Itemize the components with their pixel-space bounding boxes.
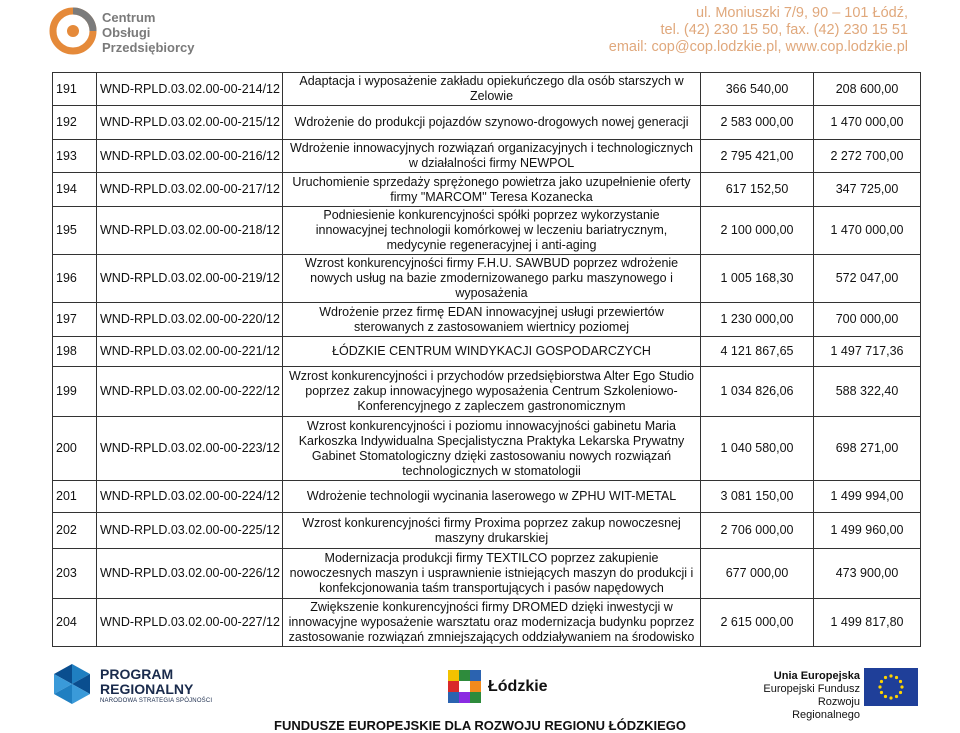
project-title: Wzrost konkurencyjności firmy F.H.U. SAWBUD poprzez wdrożenie nowych usług na bazie zmodernizowanego parku maszynowego i wyposażenia [283, 255, 701, 303]
total-value: 1 034 826,06 [701, 367, 814, 417]
table-row [53, 106, 921, 140]
grant-value: 572 047,00 [814, 255, 921, 303]
table-row [53, 549, 921, 599]
grant-value: 588 322,40 [814, 367, 921, 417]
table-row [53, 367, 921, 417]
table-row [53, 207, 921, 255]
table-row [53, 599, 921, 647]
program-regionalny-logo [52, 662, 232, 712]
application-code: WND-RPLD.03.02.00-00-214/12 [97, 73, 283, 106]
row-number: 203 [53, 549, 97, 599]
eu-star-icon [884, 676, 887, 679]
project-title: Wdrożenie technologii wycinania laserowego w ZPHU WIT-METAL [283, 481, 701, 513]
application-code: WND-RPLD.03.02.00-00-221/12 [97, 337, 283, 367]
program-regionalny-mark-icon [52, 662, 92, 706]
page-footer [0, 656, 960, 733]
total-value: 2 100 000,00 [701, 207, 814, 255]
eu-text [750, 670, 860, 722]
application-code: WND-RPLD.03.02.00-00-227/12 [97, 599, 283, 647]
cop-logo-mark-icon [48, 6, 98, 56]
row-number: 201 [53, 481, 97, 513]
application-code: WND-RPLD.03.02.00-00-226/12 [97, 549, 283, 599]
total-value: 2 795 421,00 [701, 140, 814, 173]
row-number: 194 [53, 173, 97, 207]
total-value: 677 000,00 [701, 549, 814, 599]
application-code: WND-RPLD.03.02.00-00-216/12 [97, 140, 283, 173]
grant-value: 347 725,00 [814, 173, 921, 207]
total-value: 1 040 580,00 [701, 417, 814, 481]
application-code: WND-RPLD.03.02.00-00-217/12 [97, 173, 283, 207]
logo-line-2: Obsługi [102, 25, 151, 40]
strategy-label: NARODOWA STRATEGIA SPÓJNOŚCI [100, 698, 213, 704]
grant-value: 473 900,00 [814, 549, 921, 599]
table-row [53, 73, 921, 106]
project-title: Podniesienie konkurencyjności spółki poprzez wykorzystanie innowacyjnej technologii komórkowej w leczeniu bariatrycznym, medycynie regeneracyjnej i anti-aging [283, 207, 701, 255]
total-value: 1 230 000,00 [701, 303, 814, 337]
project-title: Wzrost konkurencyjności firmy Proxima poprzez zakup nowoczesnej maszyny drukarskiej [283, 513, 701, 549]
page-header [0, 0, 960, 66]
project-title: Wdrożenie innowacyjnych rozwiązań organizacyjnych i technologicznych w działalności firmy NEWPOL [283, 140, 701, 173]
row-number: 191 [53, 73, 97, 106]
application-code: WND-RPLD.03.02.00-00-223/12 [97, 417, 283, 481]
grant-value: 700 000,00 [814, 303, 921, 337]
grant-value: 2 272 700,00 [814, 140, 921, 173]
total-value: 617 152,50 [701, 173, 814, 207]
eu-star-icon [878, 685, 881, 688]
row-number: 198 [53, 337, 97, 367]
eu-star-icon [889, 674, 892, 677]
row-number: 202 [53, 513, 97, 549]
row-number: 199 [53, 367, 97, 417]
project-title: ŁÓDZKIE CENTRUM WINDYKACJI GOSPODARCZYCH [283, 337, 701, 367]
eu-line-2: Europejski Fundusz [763, 683, 860, 695]
row-number: 204 [53, 599, 97, 647]
eu-star-icon [880, 680, 883, 683]
project-title: Uruchomienie sprzedaży sprężonego powietrza jako uzupełnienie oferty firmy "MARCOM" Teresa Kozanecka [283, 173, 701, 207]
application-code: WND-RPLD.03.02.00-00-219/12 [97, 255, 283, 303]
eu-star-icon [895, 676, 898, 679]
table-row [53, 140, 921, 173]
project-title: Adaptacja i wyposażenie zakładu opiekuńczego dla osób starszych w Zelowie [283, 73, 701, 106]
total-value: 1 005 168,30 [701, 255, 814, 303]
application-code: WND-RPLD.03.02.00-00-215/12 [97, 106, 283, 140]
total-value: 2 583 000,00 [701, 106, 814, 140]
grants-table-body [53, 73, 921, 647]
total-value: 2 706 000,00 [701, 513, 814, 549]
grant-value: 1 499 994,00 [814, 481, 921, 513]
logo-line-1: Centrum [102, 10, 156, 25]
regionalny-label: REGIONALNY [100, 681, 194, 697]
total-value: 4 121 867,65 [701, 337, 814, 367]
project-title: Modernizacja produkcji firmy TEXTILCO poprzez zakupienie nowoczesnych maszyn i usprawnienie istniejących maszyn do produkcji i konfekcjonowania taśm transportujących i pasów napędowych [283, 549, 701, 599]
table-row [53, 337, 921, 367]
contact-address [609, 5, 908, 56]
cop-logo-text [102, 10, 195, 55]
application-code: WND-RPLD.03.02.00-00-224/12 [97, 481, 283, 513]
eu-star-icon [895, 695, 898, 698]
eu-line-1: Unia Europejska [773, 670, 860, 682]
application-code: WND-RPLD.03.02.00-00-222/12 [97, 367, 283, 417]
table-row [53, 303, 921, 337]
total-value: 2 615 000,00 [701, 599, 814, 647]
project-title: Wzrost konkurencyjności i przychodów przedsiębiorstwa Alter Ego Studio poprzez zakup innowacyjnego wyposażenia Centrum Szkoleniowo-Konferencyjnego z zapleczem gastronomicznym [283, 367, 701, 417]
eu-star-icon [899, 691, 902, 694]
row-number: 197 [53, 303, 97, 337]
eu-flag-icon [864, 668, 918, 706]
eu-star-icon [900, 685, 903, 688]
lodzkie-mark-icon [448, 670, 482, 704]
application-code: WND-RPLD.03.02.00-00-218/12 [97, 207, 283, 255]
project-title: Zwiększenie konkurencyjności firmy DROMED dzięki inwestycji w innowacyjne wyposażenie warsztatu oraz modernizacja budynku poprzez zastosowanie rozwiązań zmniejszających oddziaływaniem na środowisko [283, 599, 701, 647]
cop-logo [48, 4, 195, 60]
eu-star-icon [899, 680, 902, 683]
grant-value: 698 271,00 [814, 417, 921, 481]
logo-line-3: Przedsiębiorcy [102, 40, 195, 55]
grants-table [52, 72, 921, 647]
grant-value: 1 470 000,00 [814, 106, 921, 140]
program-label: PROGRAM [100, 666, 174, 682]
application-code: WND-RPLD.03.02.00-00-220/12 [97, 303, 283, 337]
eu-star-icon [884, 695, 887, 698]
grant-value: 208 600,00 [814, 73, 921, 106]
eu-star-icon [889, 696, 892, 699]
total-value: 366 540,00 [701, 73, 814, 106]
project-title: Wdrożenie do produkcji pojazdów szynowo-drogowych nowej generacji [283, 106, 701, 140]
project-title: Wdrożenie przez firmę EDAN innowacyjnej usługi przewiertów sterowanych z zastosowaniem wiertnicy poziomej [283, 303, 701, 337]
address-line: ul. Moniuszki 7/9, 90 – 101 Łódź, [696, 5, 908, 21]
table-row [53, 481, 921, 513]
table-row [53, 417, 921, 481]
table-row [53, 513, 921, 549]
grant-value: 1 499 960,00 [814, 513, 921, 549]
total-value: 3 081 150,00 [701, 481, 814, 513]
fund-caption: FUNDUSZE EUROPEJSKIE DLA ROZWOJU REGIONU ŁÓDZKIEGO [274, 718, 686, 733]
grant-value: 1 470 000,00 [814, 207, 921, 255]
grant-value: 1 497 717,36 [814, 337, 921, 367]
row-number: 196 [53, 255, 97, 303]
lodzkie-label: Łódzkie [488, 678, 548, 695]
email-line: email: cop@cop.lodzkie.pl, www.cop.lodzkie.pl [608, 39, 908, 55]
lodzkie-logo [448, 670, 558, 706]
grant-value: 1 499 817,80 [814, 599, 921, 647]
eu-logo [750, 668, 920, 721]
project-title: Wzrost konkurencyjności i poziomu innowacyjności gabinetu Maria Karkoszka Indywidualna Specjalistyczna Praktyka Lekarska Prywatny Gabinet Stomatologiczny dzięki zastosowaniu nowych rozwiązań technologicznych w stomatologii [283, 417, 701, 481]
table-row [53, 255, 921, 303]
row-number: 192 [53, 106, 97, 140]
table-row [53, 173, 921, 207]
eu-star-icon [880, 691, 883, 694]
row-number: 195 [53, 207, 97, 255]
phone-line: tel. (42) 230 15 50, fax. (42) 230 15 51 [660, 22, 908, 38]
eu-line-3: Rozwoju Regionalnego [792, 696, 860, 721]
application-code: WND-RPLD.03.02.00-00-225/12 [97, 513, 283, 549]
row-number: 193 [53, 140, 97, 173]
row-number: 200 [53, 417, 97, 481]
